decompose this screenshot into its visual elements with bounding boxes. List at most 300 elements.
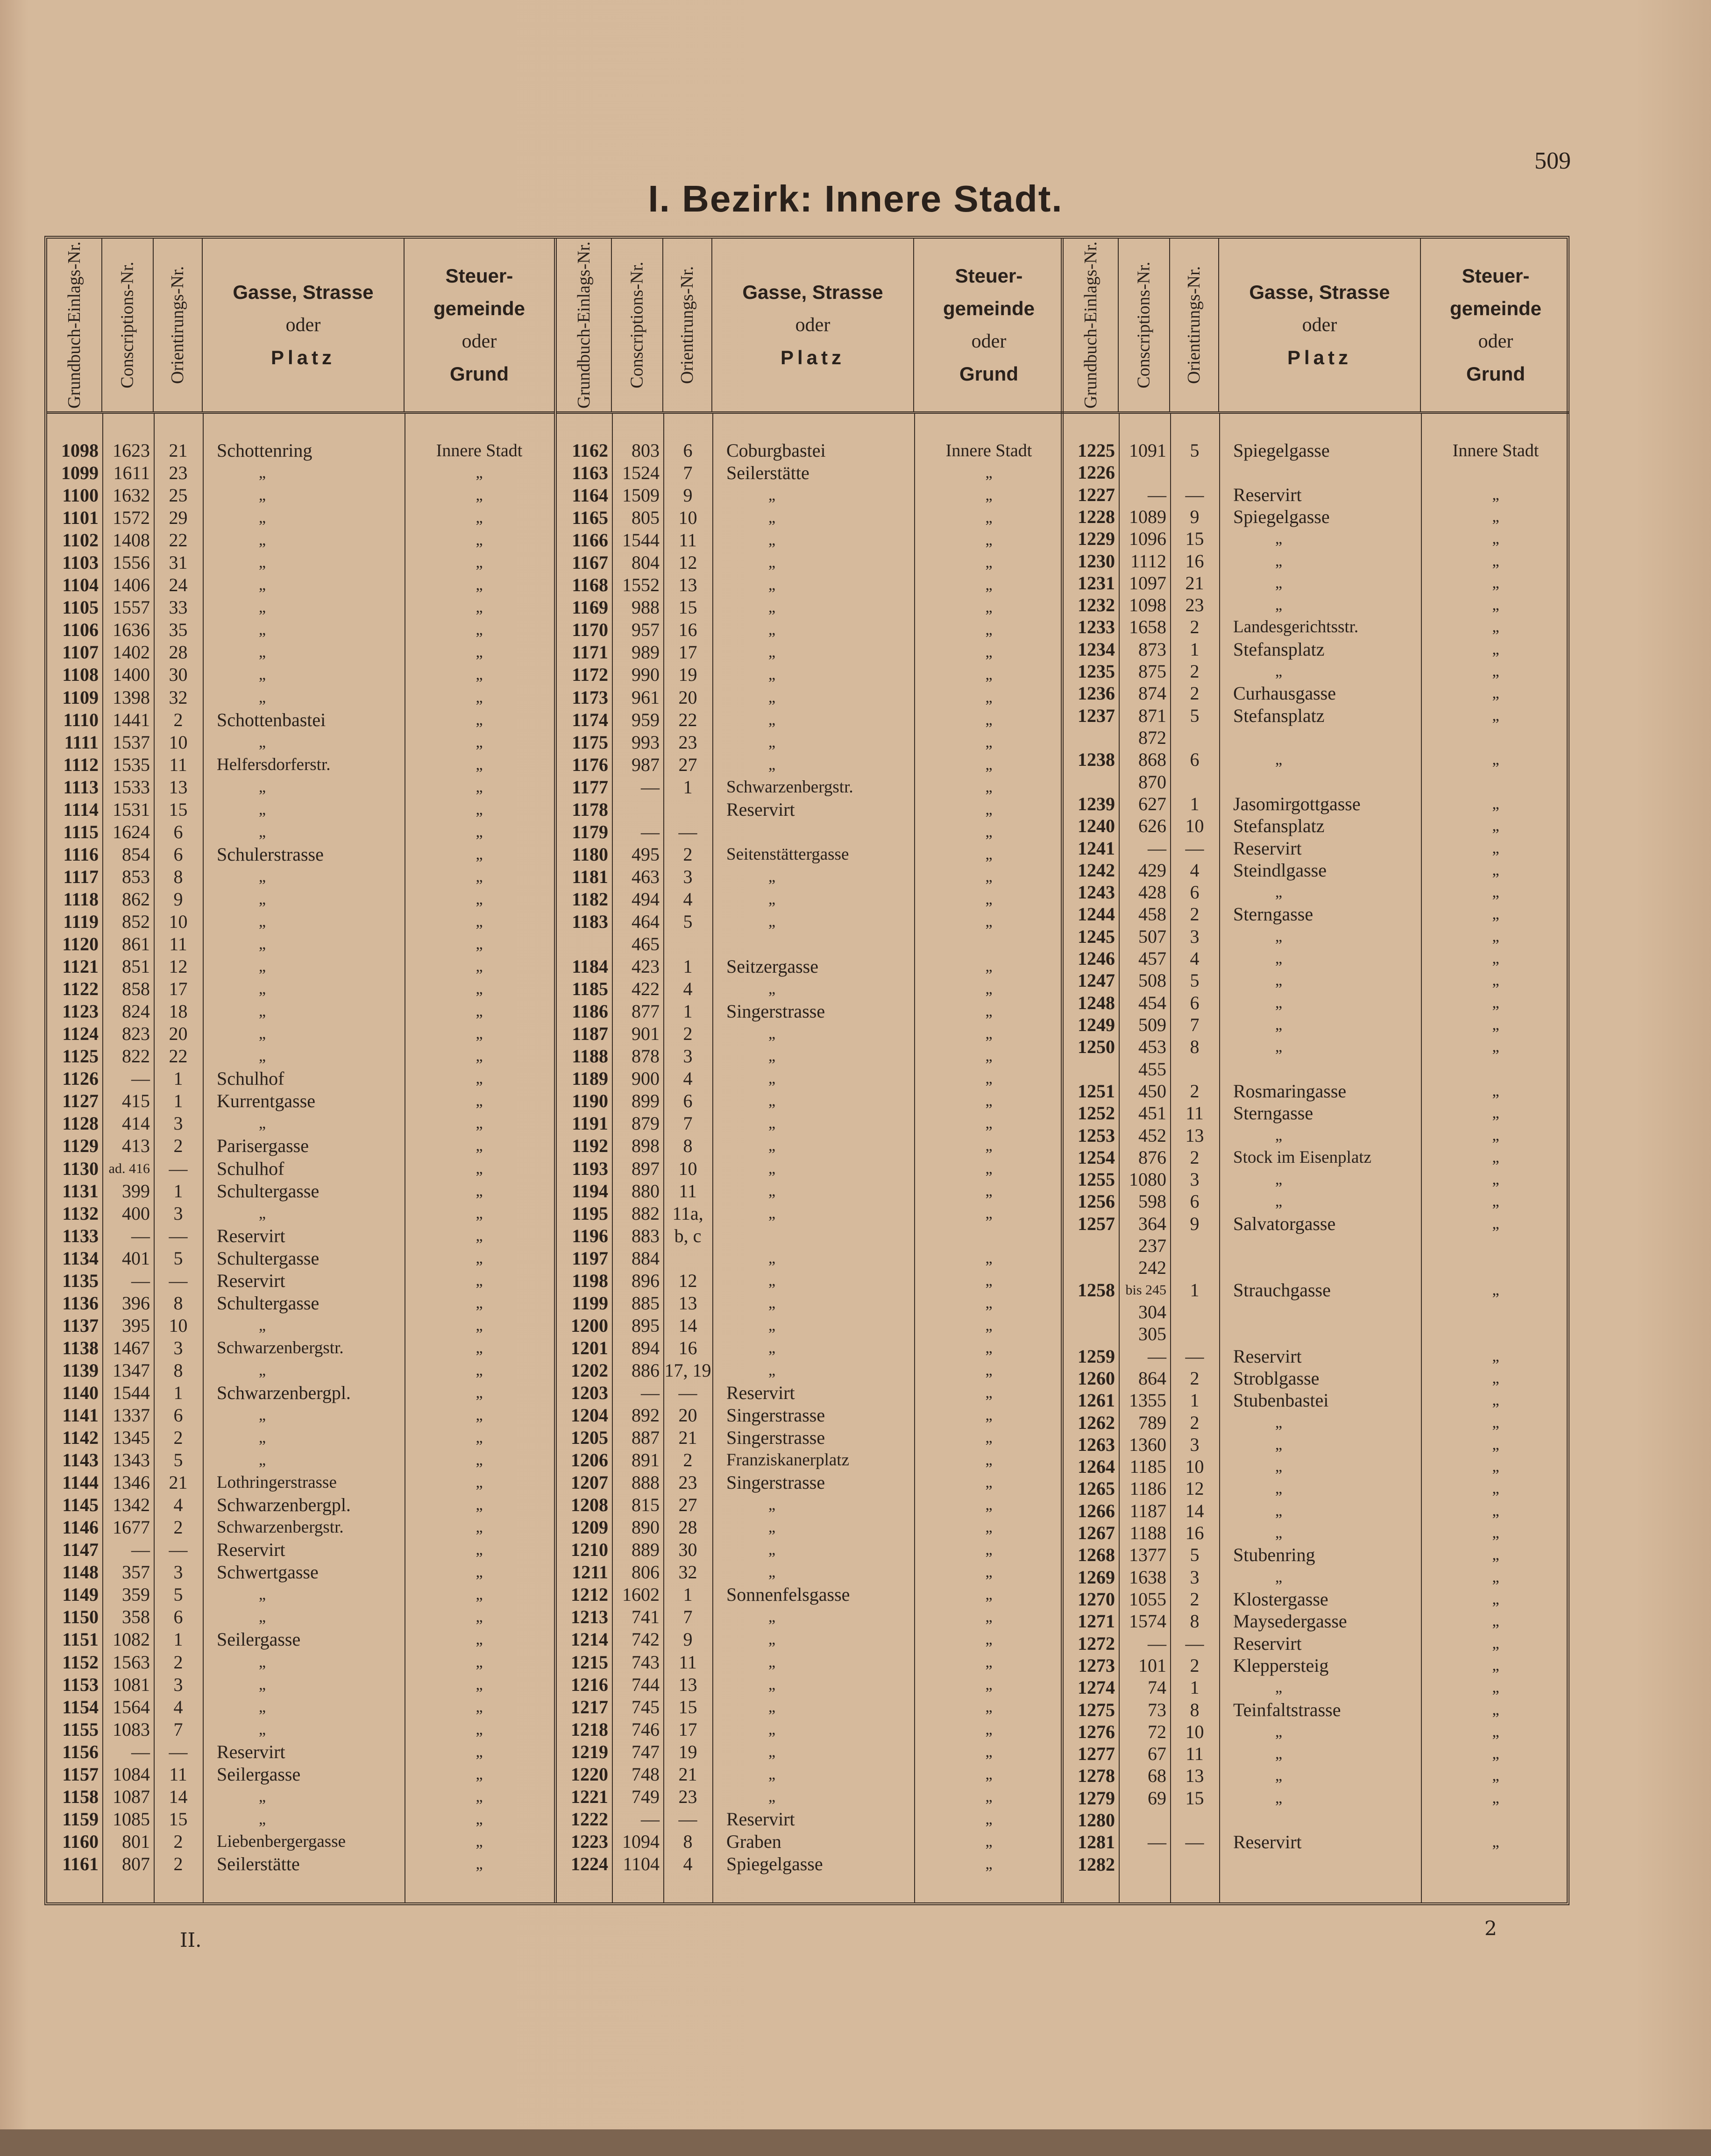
steuer-cell: „ (476, 1249, 483, 1267)
conscription-cell: 872 (1138, 727, 1166, 748)
conscription-cell: 357 (122, 1562, 150, 1583)
street-cell: Singerstrasse (726, 1472, 825, 1493)
table-row (557, 978, 1064, 1000)
grundbuch-cell: 1161 (62, 1853, 99, 1874)
orientirung-cell: 6 (173, 843, 183, 865)
table-row (47, 955, 554, 978)
conscription-cell: 1533 (113, 776, 150, 798)
grundbuch-cell: 1104 (62, 574, 99, 596)
steuer-cell (1421, 1257, 1570, 1279)
table-row (1064, 992, 1569, 1014)
grundbuch-cell: 1237 (1078, 705, 1115, 726)
conscription-cell: 1556 (113, 552, 150, 573)
grundbuch-cell: 1141 (62, 1405, 99, 1426)
street-cell: „ (768, 621, 776, 639)
grundbuch-cell: 1208 (571, 1494, 608, 1516)
grundbuch-cell: 1193 (572, 1158, 608, 1179)
conscription-cell: — (641, 1808, 660, 1830)
grundbuch-cell: 1109 (62, 686, 99, 708)
conscription-cell: 1552 (622, 574, 660, 596)
street-cell: „ (259, 823, 266, 841)
conscription-cell (612, 799, 660, 821)
conscription-cell: 414 (122, 1113, 150, 1134)
steuer-cell: „ (985, 756, 993, 773)
table-row (47, 1831, 554, 1853)
steuer-cell: „ (1492, 486, 1499, 503)
table-row (47, 1337, 554, 1359)
conscription-cell: 988 (632, 597, 660, 618)
steuer-cell: „ (1492, 1723, 1499, 1740)
street-cell: „ (259, 1788, 266, 1805)
street-cell: „ (259, 688, 266, 706)
grundbuch-cell: 1126 (62, 1068, 99, 1089)
street-cell: „ (259, 1608, 266, 1626)
grundbuch-cell: 1219 (571, 1741, 608, 1762)
grundbuch-cell: 1282 (1078, 1853, 1115, 1875)
grundbuch-cell (1064, 1301, 1115, 1323)
grundbuch-cell: 1169 (572, 597, 608, 618)
grundbuch-cell: 1207 (571, 1472, 608, 1493)
conscription-cell: 875 (1138, 661, 1166, 682)
grundbuch-cell: 1164 (572, 485, 608, 506)
header-gasse-line: Platz (270, 346, 336, 368)
steuer-cell: „ (985, 1586, 993, 1604)
street-cell: „ (768, 868, 776, 885)
table-block-1 (47, 239, 554, 1902)
conscription-cell: 1337 (113, 1405, 150, 1426)
grundbuch-cell: 1194 (572, 1180, 608, 1202)
conscription-cell: 892 (632, 1405, 660, 1426)
steuer-cell: „ (1492, 839, 1499, 857)
table-row (1064, 528, 1569, 550)
table-row (557, 1786, 1064, 1808)
street-cell: „ (259, 554, 266, 572)
street-cell: Spiegelgasse (1233, 506, 1330, 527)
orientirung-cell: 7 (173, 1718, 183, 1740)
table-row (557, 731, 1064, 754)
street-cell: „ (259, 1316, 266, 1334)
street-cell: „ (768, 1316, 776, 1334)
steuer-cell: „ (476, 1720, 483, 1738)
grundbuch-cell: 1266 (1078, 1500, 1115, 1521)
grundbuch-cell: 1212 (571, 1584, 608, 1605)
street-cell: Stubenring (1233, 1544, 1315, 1566)
grundbuch-cell: 1106 (62, 619, 99, 641)
conscription-cell: 804 (632, 552, 660, 573)
grundbuch-cell: 1175 (572, 731, 608, 753)
steuer-cell: „ (476, 778, 483, 796)
street-cell: „ (1275, 972, 1283, 990)
grundbuch-cell: 1247 (1078, 970, 1115, 991)
table-row (1064, 660, 1569, 683)
table-row (1064, 969, 1569, 992)
conscription-cell: 891 (632, 1449, 660, 1471)
grundbuch-cell: 1151 (62, 1629, 99, 1650)
grundbuch-cell: 1226 (1078, 462, 1115, 483)
steuer-cell: „ (1492, 574, 1499, 592)
grundbuch-cell: 1137 (62, 1315, 99, 1336)
table-row (557, 1628, 1064, 1651)
orientirung-cell: 4 (1190, 859, 1200, 881)
table-row (1064, 771, 1569, 793)
street-cell: Rosmaringasse (1233, 1080, 1347, 1102)
orientirung-cell: 1 (683, 776, 693, 798)
conscription-cell: 453 (1138, 1036, 1166, 1058)
table-row (1064, 638, 1569, 661)
steuer-cell: „ (1492, 1347, 1499, 1365)
table-row (47, 1853, 554, 1875)
street-cell: „ (768, 890, 776, 908)
table-row (1064, 1058, 1569, 1081)
grundbuch-cell: 1159 (62, 1808, 99, 1830)
street-cell: Singerstrasse (726, 1427, 825, 1449)
steuer-cell: „ (985, 1474, 993, 1492)
conscription-cell (1119, 1853, 1166, 1876)
orientirung-cell: 2 (173, 1651, 183, 1673)
grundbuch-cell: 1140 (62, 1382, 99, 1403)
street-cell: „ (1275, 530, 1283, 548)
orientirung-cell: 10 (1185, 815, 1204, 837)
orientirung-cell: 4 (1190, 948, 1200, 969)
conscription-cell: 1398 (113, 686, 150, 708)
street-cell: „ (259, 464, 266, 482)
header-steuer-line: Steuer- (445, 265, 513, 287)
grundbuch-cell: 1273 (1078, 1654, 1115, 1676)
conscription-cell: 452 (1138, 1124, 1166, 1146)
conscription-cell: 807 (122, 1853, 150, 1874)
table-row (47, 1382, 554, 1404)
orientirung-cell: — (1185, 484, 1204, 505)
steuer-cell: „ (985, 643, 993, 661)
steuer-cell: „ (985, 554, 993, 572)
street-cell: „ (768, 1653, 776, 1671)
table-row (557, 551, 1064, 574)
steuer-cell: „ (985, 1698, 993, 1716)
header-gasse-line: Gasse, Strasse (742, 281, 883, 303)
header-gasse (203, 239, 405, 411)
steuer-cell: „ (476, 531, 483, 549)
conscription-cell: 873 (1138, 638, 1166, 660)
grundbuch-cell: 1228 (1078, 506, 1115, 527)
conscription-cell: 1347 (113, 1359, 150, 1381)
grundbuch-cell: 1125 (62, 1046, 99, 1067)
conscription-cell: 423 (632, 956, 660, 977)
table-row (47, 529, 554, 551)
table-row (1064, 1743, 1569, 1765)
steuer-cell: „ (476, 1272, 483, 1289)
grundbuch-cell: 1276 (1078, 1721, 1115, 1742)
table-row (47, 821, 554, 843)
steuer-cell: „ (476, 621, 483, 639)
orientirung-cell: 3 (173, 1202, 183, 1224)
steuer-cell (1421, 1301, 1570, 1323)
steuer-cell: „ (476, 1294, 483, 1312)
grundbuch-cell: 1267 (1078, 1522, 1115, 1544)
orientirung-cell: 17 (678, 642, 697, 663)
steuer-cell: „ (985, 666, 993, 684)
steuer-cell: „ (985, 1182, 993, 1200)
steuer-cell: „ (985, 1832, 993, 1850)
steuer-cell: „ (476, 1563, 483, 1581)
street-cell (726, 933, 922, 955)
header-gasse-line: Gasse, Strasse (1249, 281, 1390, 303)
grundbuch-cell: 1174 (572, 709, 608, 730)
table-row (47, 731, 554, 754)
steuer-cell: „ (985, 1047, 993, 1065)
conscription-cell: 749 (632, 1786, 660, 1807)
table-row (557, 1382, 1064, 1404)
conscription-cell: 1544 (113, 1382, 150, 1403)
street-cell: „ (768, 756, 776, 773)
conscription-cell: 879 (632, 1113, 660, 1134)
street-cell: „ (768, 1563, 776, 1581)
grundbuch-cell: 1235 (1078, 661, 1115, 682)
conscription-cell: 822 (122, 1046, 150, 1067)
steuer-cell: „ (985, 1384, 993, 1401)
steuer-cell: Innere Stadt (945, 441, 1032, 460)
orientirung-cell: 13 (678, 574, 697, 596)
orientirung-cell: — (678, 1808, 697, 1830)
table-row (557, 1651, 1064, 1674)
street-cell: Reservirt (1233, 1831, 1302, 1853)
street-cell: „ (1275, 1745, 1283, 1763)
grundbuch-cell: 1143 (62, 1449, 99, 1471)
steuer-cell: „ (476, 1832, 483, 1850)
grundbuch-cell: 1166 (572, 530, 608, 551)
street-cell: „ (1275, 1435, 1283, 1453)
orientirung-cell: 5 (1190, 1544, 1200, 1566)
table-row (1064, 1676, 1569, 1699)
street-cell (1233, 771, 1428, 793)
table-row (47, 1471, 554, 1494)
conscription-cell: 851 (122, 956, 150, 977)
grundbuch-cell: 1171 (572, 642, 608, 663)
grundbuch-cell: 1260 (1078, 1367, 1115, 1389)
conscription-cell: 854 (122, 843, 150, 865)
steuer-cell: „ (476, 1092, 483, 1110)
street-cell: Seitenstättergasse (726, 844, 849, 864)
grundbuch-cell (1064, 1235, 1115, 1257)
conscription-cell: 305 (1138, 1323, 1166, 1345)
grundbuch-cell: 1133 (62, 1225, 99, 1246)
conscription-cell: 877 (632, 1001, 660, 1022)
grundbuch-cell: 1258 (1078, 1279, 1115, 1301)
grundbuch-cell: 1142 (62, 1427, 99, 1449)
grundbuch-cell: 1231 (1078, 572, 1115, 594)
street-cell: Strauchgasse (1233, 1279, 1331, 1301)
steuer-cell: „ (985, 1788, 993, 1805)
street-cell (1233, 1058, 1428, 1081)
header-gasse-line: Platz (780, 346, 845, 368)
table-row (47, 1225, 554, 1247)
table-row (1064, 461, 1569, 484)
table-row (47, 574, 554, 596)
orientirung-cell: 32 (169, 686, 188, 708)
steuer-cell: „ (1492, 950, 1499, 968)
steuer-cell: „ (1492, 552, 1499, 570)
grundbuch-cell: 1262 (1078, 1412, 1115, 1433)
steuer-cell: „ (1492, 1590, 1499, 1608)
orientirung-cell: 6 (173, 1606, 183, 1628)
orientirung-cell: 2 (683, 843, 693, 865)
orientirung-cell: 5 (1190, 440, 1200, 461)
header-steuer-line: Grund (959, 363, 1018, 385)
grundbuch-cell: 1122 (62, 978, 99, 1000)
street-cell: Schulhof (217, 1068, 284, 1089)
steuer-cell: „ (985, 1519, 993, 1536)
street-cell: „ (259, 1653, 266, 1671)
grundbuch-cell: 1098 (61, 440, 99, 461)
table-row (557, 507, 1064, 529)
orientirung-cell: 8 (683, 1831, 693, 1852)
street-cell: „ (259, 1204, 266, 1222)
conscription-cell: 880 (632, 1180, 660, 1202)
table-row (47, 776, 554, 799)
orientirung-cell: 7 (683, 1113, 693, 1134)
street-cell: Reservirt (217, 1741, 285, 1762)
street-cell: „ (1275, 1193, 1283, 1210)
conscription-cell: 1406 (113, 574, 150, 596)
table-row (47, 1270, 554, 1292)
steuer-cell (1421, 461, 1570, 484)
steuer-cell: „ (476, 554, 483, 572)
orientirung-cell: 10 (678, 1158, 697, 1179)
orientirung-cell: 11 (169, 1763, 187, 1785)
conscription-cell: 242 (1138, 1257, 1166, 1279)
table-row (47, 1045, 554, 1067)
orientirung-cell (663, 933, 712, 955)
steuer-cell: „ (476, 1810, 483, 1828)
orientirung-cell: 29 (169, 507, 188, 529)
header-steuer-line: Grund (1466, 363, 1525, 385)
orientirung-cell: 33 (169, 597, 188, 618)
table-row (1064, 594, 1569, 616)
grundbuch-cell: 1223 (571, 1831, 608, 1852)
steuer-cell: „ (1492, 1038, 1499, 1056)
steuer-cell: „ (476, 576, 483, 594)
orientirung-cell: 13 (678, 1674, 697, 1695)
orientirung-cell: 24 (169, 574, 188, 596)
table-row (1064, 1831, 1569, 1853)
orientirung-cell: 13 (1185, 1124, 1204, 1146)
orientirung-cell: 11a, (672, 1202, 703, 1224)
street-cell: Franziskanerplatz (726, 1450, 849, 1470)
conscription-cell: 886 (632, 1359, 660, 1381)
street-cell (1233, 461, 1428, 484)
orientirung-cell: 15 (678, 1696, 697, 1718)
street-cell: Maysedergasse (1233, 1611, 1347, 1632)
orientirung-cell: 1 (1190, 1390, 1200, 1411)
steuer-cell: „ (985, 1653, 993, 1671)
conscription-cell: 1400 (113, 664, 150, 686)
conscription-cell: 1441 (113, 709, 150, 730)
orientirung-cell (1170, 771, 1219, 793)
table-row (47, 1651, 554, 1674)
grundbuch-cell: 1202 (571, 1359, 608, 1381)
grundbuch-cell: 1124 (62, 1023, 99, 1045)
orientirung-cell: 6 (173, 1405, 183, 1426)
street-cell: „ (768, 599, 776, 616)
conscription-cell: 68 (1148, 1765, 1166, 1787)
orientirung-cell: 12 (678, 1270, 697, 1291)
conscription-cell: — (131, 1068, 150, 1089)
street-cell: „ (768, 1070, 776, 1088)
grundbuch-cell: 1185 (572, 978, 608, 1000)
table-row (47, 1606, 554, 1628)
orientirung-cell: 1 (1190, 1677, 1200, 1698)
table-row (557, 1090, 1064, 1112)
header-steuer-line: gemeinde (1449, 297, 1542, 319)
orientirung-cell: 7 (1190, 1014, 1200, 1035)
table-row (47, 484, 554, 507)
table-row (557, 1112, 1064, 1135)
street-cell: „ (259, 1115, 266, 1132)
grundbuch-cell: 1275 (1078, 1699, 1115, 1720)
conscription-cell: 824 (122, 1001, 150, 1022)
conscription-cell: 1624 (113, 821, 150, 842)
grundbuch-cell: 1218 (571, 1718, 608, 1740)
conscription-cell: 507 (1138, 926, 1166, 947)
orientirung-cell: 2 (173, 1135, 183, 1157)
orientirung-cell: 28 (169, 642, 188, 663)
street-cell: Seilergasse (217, 1763, 301, 1785)
grundbuch-cell: 1155 (62, 1718, 99, 1740)
orientirung-cell: 5 (1190, 970, 1200, 991)
table-row (47, 1112, 554, 1135)
street-cell: Jasomirgottgasse (1233, 793, 1361, 814)
street-cell (1233, 1323, 1428, 1345)
steuer-cell: „ (1492, 905, 1499, 923)
table-row (1064, 837, 1569, 860)
steuer-cell: „ (1492, 1634, 1499, 1652)
table-row (1064, 1456, 1569, 1478)
table-row (1064, 1699, 1569, 1721)
street-cell: „ (1275, 1016, 1283, 1033)
grundbuch-cell: 1198 (572, 1270, 608, 1291)
grundbuch-cell: 1242 (1078, 859, 1115, 881)
header-grundbuch (1064, 239, 1119, 411)
grundbuch-cell: 1130 (62, 1158, 99, 1179)
conscription-cell: 413 (122, 1135, 150, 1157)
orientirung-cell: 1 (1190, 793, 1200, 814)
orientirung-cell: 22 (169, 530, 188, 551)
street-cell: Schultergasse (217, 1292, 319, 1314)
street-cell: „ (768, 1675, 776, 1693)
orientirung-cell: 15 (1185, 1787, 1204, 1809)
steuer-cell: „ (1492, 1414, 1499, 1431)
header-gasse-line: Platz (1287, 346, 1352, 368)
conscription-cell: 304 (1138, 1301, 1166, 1322)
table-row (557, 1292, 1064, 1315)
grundbuch-cell: 1253 (1078, 1124, 1115, 1146)
steuer-cell: „ (476, 912, 483, 930)
header-grundbuch-label: Grundbuch-Einlags-Nr. (1081, 241, 1101, 409)
grundbuch-cell: 1111 (64, 731, 99, 753)
orientirung-cell: — (678, 821, 697, 842)
table-row (1064, 1014, 1569, 1036)
conscription-cell: 1346 (113, 1472, 150, 1493)
orientirung-cell: 6 (173, 821, 183, 842)
grundbuch-cell: 1131 (62, 1180, 99, 1202)
street-cell: „ (768, 554, 776, 572)
steuer-cell: „ (1492, 1148, 1499, 1166)
orientirung-cell (1170, 1809, 1219, 1831)
table-row (47, 754, 554, 776)
orientirung-cell: 2 (173, 1517, 183, 1538)
grundbuch-cell: 1248 (1078, 992, 1115, 1013)
street-cell: „ (259, 980, 266, 998)
orientirung-cell: 8 (173, 866, 183, 887)
